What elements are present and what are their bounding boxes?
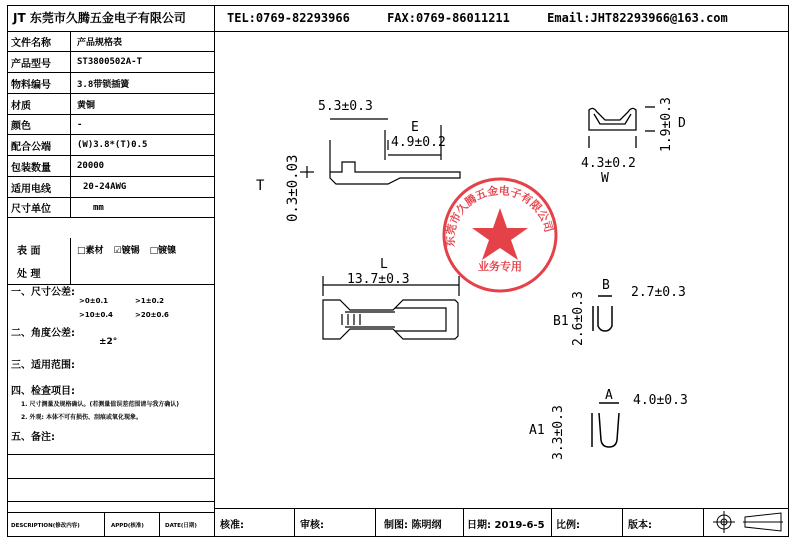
email-text: Email:JHT82293966@163.com <box>547 11 728 25</box>
w-label: W <box>601 171 609 186</box>
spec-label: 材质 <box>7 94 71 114</box>
spec-value: 黄铜 <box>77 100 96 111</box>
a1-dim: 3.3±0.3 <box>551 405 566 460</box>
tol-value: >0±0.1 <box>79 297 109 305</box>
tel-text: TEL:0769-82293966 <box>227 11 350 25</box>
b-dim: 2.7±0.3 <box>631 285 686 300</box>
review-field: 审核: <box>300 520 324 531</box>
tol-value: >10±0.4 <box>79 311 113 319</box>
a-dim: 4.0±0.3 <box>633 393 688 408</box>
company-seal-stamp <box>443 179 556 291</box>
b1-dim: 2.6±0.3 <box>571 291 586 346</box>
l-label: L <box>380 257 388 272</box>
date-field: 日期: 2019-6-5 <box>467 520 545 531</box>
tol-value: >1±0.2 <box>135 297 165 305</box>
spec-label: 适用电线 <box>7 177 71 197</box>
spec-value: 3.8带锁插簧 <box>77 79 130 90</box>
top-dim: 5.3±0.3 <box>318 99 373 114</box>
d-label: D <box>678 116 686 131</box>
spec-value: - <box>77 119 83 130</box>
t-dim: 0.3±0.03 <box>285 154 301 222</box>
t-label: T <box>256 178 265 194</box>
surface-label: 表 面 <box>17 246 41 257</box>
spec-label: 配合公端 <box>7 135 71 155</box>
spec-value: 产品规格表 <box>77 38 123 48</box>
fax-text: FAX:0769-86011211 <box>387 11 510 25</box>
spec-value: ST3800502A-T <box>77 57 143 67</box>
angle-value: ±2° <box>99 337 118 347</box>
l-dim: 13.7±0.3 <box>347 272 410 287</box>
e-label: E <box>411 120 419 135</box>
w-dim: 4.3±0.2 <box>581 156 636 171</box>
spec-value: 20000 <box>77 161 105 171</box>
scale-field: 比例: <box>556 520 580 531</box>
spec-value: (W)3.8*(T)0.5 <box>77 140 148 150</box>
b-label: B <box>602 278 610 293</box>
appd-label: APPD(核准) <box>111 523 144 529</box>
check-field: 核准: <box>220 520 244 531</box>
spec-label: 文件名称 <box>7 32 71 51</box>
a-label: A <box>605 388 613 403</box>
tol-value: >20±0.6 <box>135 311 169 319</box>
date-label: DATE(日期) <box>165 523 197 529</box>
projection-symbol-icon <box>713 511 783 533</box>
check-item: 1. 尺寸测量及规格确认。(若测量值误差范围请与我方确认) <box>21 401 180 408</box>
spec-label: 包装数量 <box>7 156 71 176</box>
spec-label: 产品型号 <box>7 52 71 72</box>
a-section-drawing <box>592 403 619 447</box>
scope-title: 三、适用范围: <box>11 360 75 371</box>
end-view-drawing <box>589 107 655 148</box>
tol-title: 一、尺寸公差: <box>11 287 75 298</box>
version-field: 版本: <box>628 520 652 531</box>
check-title: 四、检查项目: <box>11 386 75 397</box>
company-name: JT 东莞市久腾五金电子有限公司 <box>7 5 215 32</box>
spec-value: mm <box>93 202 104 213</box>
drawn-field: 制图: 陈明纲 <box>384 520 442 531</box>
description-label: DESCRIPTION(修改内容) <box>11 523 80 529</box>
side-view-drawing <box>300 119 460 184</box>
a1-label: A1 <box>529 423 545 438</box>
b-section-drawing <box>593 296 612 331</box>
d-dim: 1.9±0.3 <box>659 97 674 152</box>
spec-label: 尺寸单位 <box>7 198 71 217</box>
seal-arc-text: 东莞市久腾五金电子有限公司 <box>443 184 556 247</box>
seal-bottom-text: 业务专用 <box>478 260 522 273</box>
e-dim: 4.9±0.2 <box>391 135 446 150</box>
surface-label: 处 理 <box>17 269 41 280</box>
surface-option[interactable]: □素材 <box>77 245 104 256</box>
angle-title: 二、角度公差: <box>11 328 75 339</box>
spec-value: 20-24AWG <box>83 182 127 192</box>
check-item: 2. 外观: 本体不可有损伤、刮痕或氧化现象。 <box>21 414 143 421</box>
spec-label: 物料编号 <box>7 73 71 93</box>
surface-option[interactable]: □镀镍 <box>149 245 177 256</box>
spec-label: 颜色 <box>7 115 71 134</box>
remark-title: 五、备注: <box>11 432 55 443</box>
b1-label: B1 <box>553 314 569 329</box>
surface-option[interactable]: ☑镀锡 <box>113 245 140 256</box>
